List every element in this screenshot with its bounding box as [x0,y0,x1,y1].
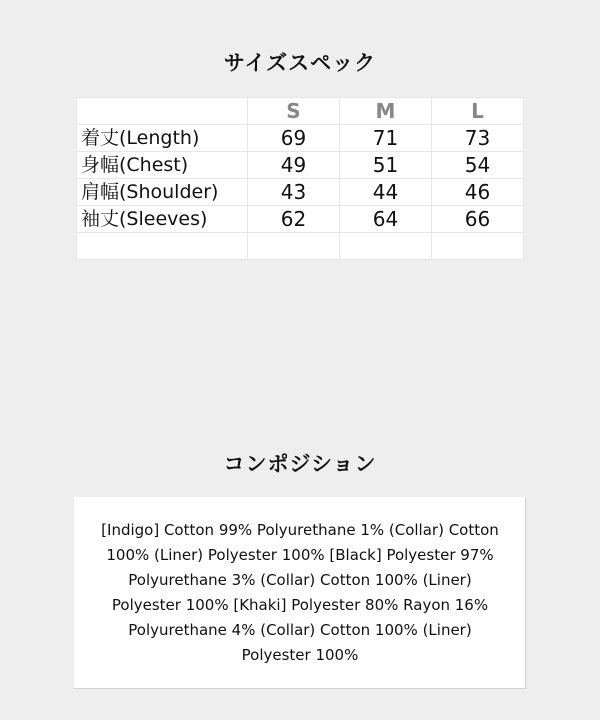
cell-length-s: 69 [248,125,340,152]
blank-cell [77,233,248,260]
cell-shoulder-l: 46 [432,179,524,206]
composition-box [74,497,526,689]
cell-chest-s: 49 [248,152,340,179]
composition-line: Polyurethane 4% (Collar) Cotton 100% (Liner) [128,621,472,639]
blank-cell [248,233,340,260]
composition-text [74,518,526,668]
cell-length-m: 71 [340,125,432,152]
header-cell-s: S [248,98,340,125]
row-label-chest: 身幅(Chest) [77,152,248,179]
blank-cell [340,233,432,260]
table-row-blank [77,233,524,260]
composition-title: コンポジション [223,452,377,476]
size-spec-table [76,97,524,260]
cell-chest-l: 54 [432,152,524,179]
table-row [77,152,524,179]
cell-chest-m: 51 [340,152,432,179]
row-label-shoulder: 肩幅(Shoulder) [77,179,248,206]
row-label-sleeves: 袖丈(Sleeves) [77,206,248,233]
blank-cell [432,233,524,260]
cell-sleeves-l: 66 [432,206,524,233]
table-header-row [77,98,524,125]
row-label-length: 着丈(Length) [77,125,248,152]
cell-sleeves-m: 64 [340,206,432,233]
table-row [77,125,524,152]
table-row [77,206,524,233]
cell-shoulder-s: 43 [248,179,340,206]
table-row [77,179,524,206]
cell-length-l: 73 [432,125,524,152]
composition-line: Polyester 100% [Khaki] Polyester 80% Rayon 16% [111,596,489,614]
composition-line: Polyester 100% [241,646,359,664]
composition-line: Polyurethane 3% (Collar) Cotton 100% (Liner) [128,571,472,589]
composition-line: 100% (Liner) Polyester 100% [Black] Polyester 97% [106,546,494,564]
header-cell-empty [77,98,248,125]
composition-line: [Indigo] Cotton 99% Polyurethane 1% (Collar) Cotton [101,521,499,539]
size-spec-title: サイズスペック [223,51,377,75]
cell-shoulder-m: 44 [340,179,432,206]
cell-sleeves-s: 62 [248,206,340,233]
header-cell-l: L [432,98,524,125]
header-cell-m: M [340,98,432,125]
